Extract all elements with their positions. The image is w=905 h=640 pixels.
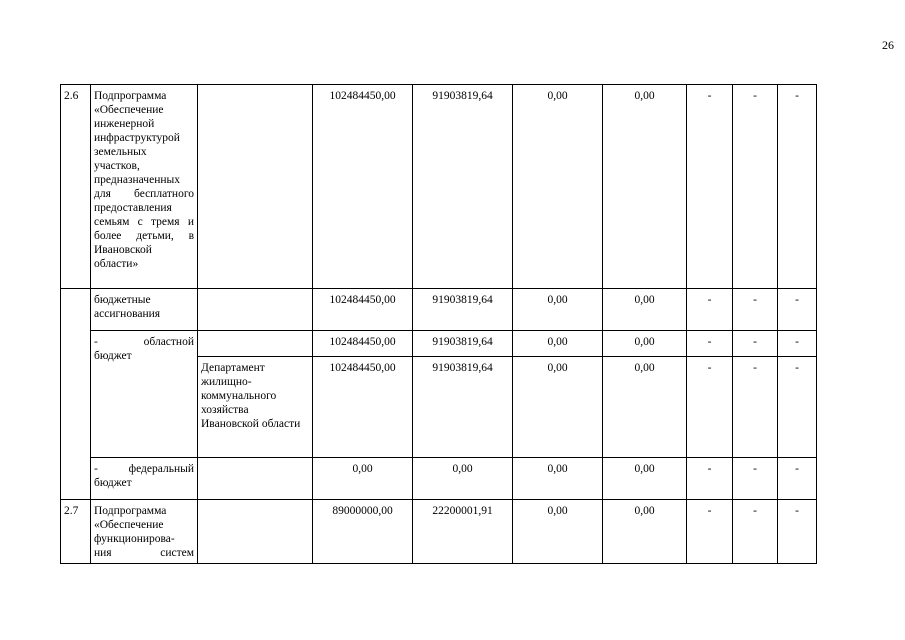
subprogram-name: Подпрограмма «Обеспечение функционирова- ния систем xyxy=(91,500,198,564)
value-cell: 102484450,00 xyxy=(313,357,413,458)
value-cell: - xyxy=(733,331,778,357)
value-cell: - xyxy=(778,458,817,500)
value-cell: - xyxy=(733,500,778,564)
funding-source-label: - федеральный бюджет xyxy=(91,458,198,500)
page-number: 26 xyxy=(882,38,894,52)
value-cell: - xyxy=(687,289,733,331)
value-cell: 0,00 xyxy=(603,331,687,357)
value-cell: 0,00 xyxy=(413,458,513,500)
value-cell: 0,00 xyxy=(513,331,603,357)
value-cell: - xyxy=(687,331,733,357)
value-cell: - xyxy=(733,85,778,289)
budget-table xyxy=(60,84,817,564)
funding-source-label: - областной бюджет xyxy=(91,331,198,458)
executor-cell xyxy=(198,500,313,564)
subprogram-name: Подпрограмма «Обеспечение инженерной инфраструктурой земельных участков, предназначенных для бесплатного предоставления семьям с тремя и более детьми, в Ивановской области» xyxy=(91,85,198,289)
row-number: 2.6 xyxy=(61,85,91,289)
value-cell: - xyxy=(687,85,733,289)
value-cell: 91903819,64 xyxy=(413,331,513,357)
executor-cell: Департамент жилищно-коммунального хозяйства Ивановской области xyxy=(198,357,313,458)
value-cell: 0,00 xyxy=(513,289,603,331)
value-cell: 0,00 xyxy=(313,458,413,500)
value-cell: 22200001,91 xyxy=(413,500,513,564)
value-cell: - xyxy=(778,357,817,458)
table-row xyxy=(61,500,817,564)
value-cell: 0,00 xyxy=(603,289,687,331)
value-cell: 102484450,00 xyxy=(313,331,413,357)
value-cell: 91903819,64 xyxy=(413,85,513,289)
value-cell: - xyxy=(778,85,817,289)
value-cell: - xyxy=(778,331,817,357)
value-cell: 0,00 xyxy=(513,357,603,458)
value-cell: 0,00 xyxy=(603,357,687,458)
value-cell: - xyxy=(687,458,733,500)
value-cell: 0,00 xyxy=(603,85,687,289)
value-cell: 102484450,00 xyxy=(313,289,413,331)
value-cell: 0,00 xyxy=(513,85,603,289)
funding-source-label: бюджетные ассигнования xyxy=(91,289,198,331)
executor-cell xyxy=(198,289,313,331)
value-cell: 0,00 xyxy=(603,500,687,564)
value-cell: - xyxy=(778,500,817,564)
executor-cell xyxy=(198,331,313,357)
executor-cell xyxy=(198,458,313,500)
executor-cell xyxy=(198,85,313,289)
value-cell: 91903819,64 xyxy=(413,357,513,458)
value-cell: - xyxy=(687,500,733,564)
value-cell: 102484450,00 xyxy=(313,85,413,289)
value-cell: - xyxy=(733,289,778,331)
value-cell: 0,00 xyxy=(513,458,603,500)
value-cell: - xyxy=(687,357,733,458)
table-row xyxy=(61,331,817,357)
value-cell: 0,00 xyxy=(513,500,603,564)
table-row xyxy=(61,85,817,289)
row-number: 2.7 xyxy=(61,500,91,564)
value-cell: - xyxy=(733,458,778,500)
value-cell: 0,00 xyxy=(603,458,687,500)
table-row xyxy=(61,289,817,331)
value-cell: - xyxy=(778,289,817,331)
table-row xyxy=(61,458,817,500)
value-cell: 89000000,00 xyxy=(313,500,413,564)
row-number-empty xyxy=(61,289,91,500)
value-cell: 91903819,64 xyxy=(413,289,513,331)
value-cell: - xyxy=(733,357,778,458)
